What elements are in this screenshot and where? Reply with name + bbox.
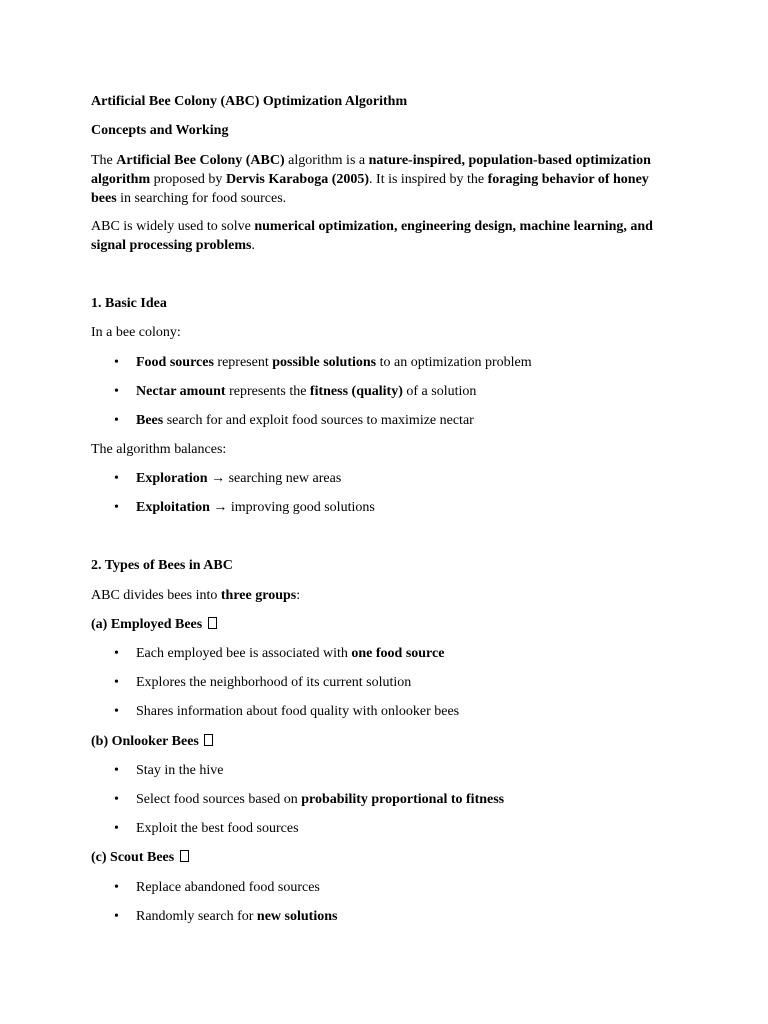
document-subtitle: Concepts and Working [91,123,229,138]
missing-glyph-icon [208,617,217,629]
section-2-heading: 2. Types of Bees in ABC [91,558,233,573]
bullet-marker: • [114,355,119,370]
arrow-right-icon: → [209,500,231,515]
arrow-right-icon: → [207,471,229,486]
section-1-heading: 1. Basic Idea [91,296,167,311]
bullet-marker: • [114,792,119,807]
bullet-marker: • [114,675,119,690]
bullet-marker: • [114,500,119,515]
bullet-marker: • [114,413,119,428]
section-2-lead: ABC divides bees into three groups: [91,588,301,603]
employed-bees-heading: (a) Employed Bees [91,615,672,634]
document-page: Artificial Bee Colony (ABC) Optimization Algorithm Concepts and Working The Artificial Bee Colony (ABC) algorithm is a nature-inspired, population-based optimization algorithm proposed by Dervis Karaboga (2005). It is inspired by the foraging behavior of honey bees in searching for food sources. ABC is widely used to solve numerical optimization, engineering design, machine learning, and signal processing problems. 1. Basic Idea In a bee colony: • Food sources represent possible solutions to an optimization problem • Nectar amount represents the fitness (quality) of a solution • Bees search for and exploit food sources to maximize nectar The algorithm balances: • Exploration → searching new areas • Exploitation → improving good solutions 2. Types of Bees in ABC ABC divides bees into three groups: (a) Employed Bees • Each employed bee is associated with one food source • Explores the neighborhood of its current solution • Shares information about food quality with onlooker bees (b) Onlooker Bees • Stay in the hive • Select food sources based on probability proportional to fitness • Exploit the best food sources (c) Scout Bees • Replace abandoned food sources • Randomly search for new solutions [0,0,768,1024]
bullet-marker: • [114,821,119,836]
intro-paragraph-1: The Artificial Bee Colony (ABC) algorithm is a nature-inspired, population-based optimization algorithm proposed by Dervis Karaboga (2005). It is inspired by the foraging behavior of honey bees in searching for food sources. [91,153,651,206]
document-title: Artificial Bee Colony (ABC) Optimization Algorithm [91,94,408,109]
bullet-marker: • [114,880,119,895]
bullet-marker: • [114,704,119,719]
scout-bees-heading: (c) Scout Bees [91,848,672,867]
bullet-marker: • [114,763,119,778]
section-1-lead: In a bee colony: [91,325,181,340]
bullet-marker: • [114,646,119,661]
section-1-lead-2: The algorithm balances: [91,442,227,457]
intro-paragraph-2: ABC is widely used to solve numerical optimization, engineering design, machine learning, and signal processing problems. [91,219,653,253]
bullet-marker: • [114,471,119,486]
bullet-marker: • [114,384,119,399]
missing-glyph-icon [180,850,189,862]
bullet-marker: • [114,909,119,924]
onlooker-bees-heading: (b) Onlooker Bees [91,732,672,751]
missing-glyph-icon [204,734,213,746]
